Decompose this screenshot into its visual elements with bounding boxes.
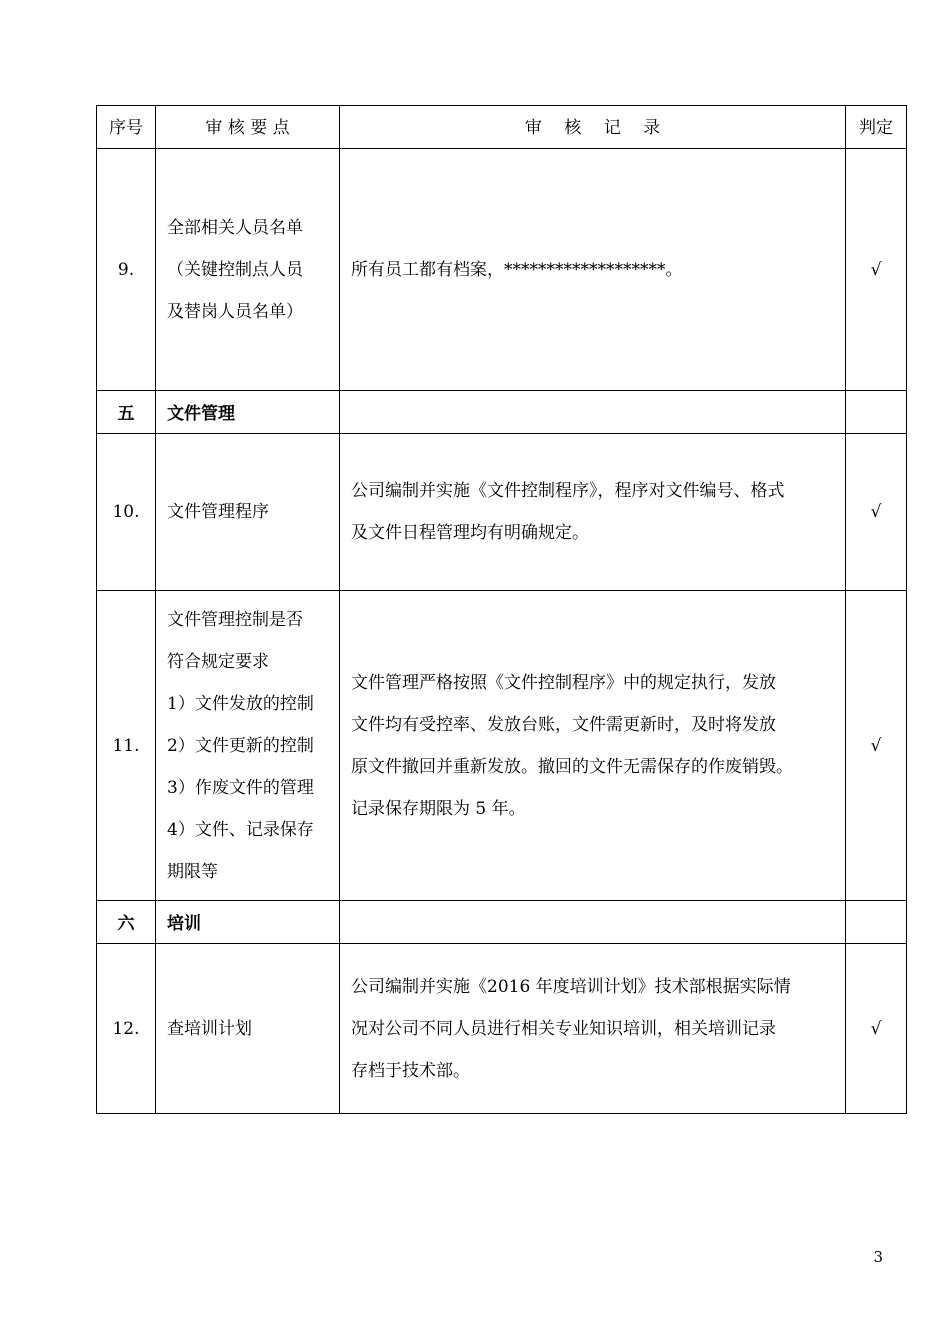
table-row (97, 944, 907, 1114)
audit-point-line: 2）文件更新的控制 (167, 735, 314, 756)
header-audit-record: 审 核 记 录 (340, 106, 846, 149)
audit-record-line: 公司编制并实施《2016 年度培训计划》技术部根据实际情 (351, 976, 791, 997)
audit-record-line: 记录保存期限为 5 年。 (351, 798, 526, 819)
header-audit-point: 审 核 要 点 (156, 106, 340, 149)
row-number: 9. (97, 149, 156, 391)
audit-record-line: 文件管理严格按照《文件控制程序》中的规定执行，发放 (351, 672, 776, 693)
table-row (97, 591, 907, 901)
table-row (97, 434, 907, 591)
audit-point-line: 3）作废文件的管理 (167, 777, 314, 798)
audit-point (156, 434, 340, 591)
audit-table (96, 105, 907, 1114)
row-number: 10. (97, 434, 156, 591)
audit-record-line: 文件均有受控率、发放台账，文件需更新时，及时将发放 (351, 714, 776, 735)
section-title: 培训 (156, 901, 340, 944)
section-row (97, 391, 907, 434)
header-no: 序号 (97, 106, 156, 149)
audit-point-line: 查培训计划 (167, 1018, 252, 1039)
section-empty-cell (340, 391, 846, 434)
judgement-check: √ (846, 944, 907, 1114)
section-row (97, 901, 907, 944)
audit-point-line: 文件管理程序 (167, 502, 269, 522)
judgement-check: √ (846, 434, 907, 591)
row-number: 12. (97, 944, 156, 1114)
audit-point (156, 944, 340, 1114)
audit-point-line: 文件管理控制是否 (167, 609, 303, 630)
page-number: 3 (873, 1248, 883, 1266)
audit-record (340, 944, 846, 1114)
audit-point-line: （关键控制点人员 (167, 259, 303, 280)
audit-point (156, 591, 340, 901)
audit-record-line: 存档于技术部。 (351, 1060, 470, 1081)
audit-record-line: 及文件日程管理均有明确规定。 (351, 523, 589, 543)
section-title: 文件管理 (156, 391, 340, 434)
header-judgement: 判定 (846, 106, 907, 149)
audit-point-line: 全部相关人员名单 (167, 217, 303, 238)
audit-point-line: 期限等 (167, 861, 218, 882)
audit-record-line: 原文件撤回并重新发放。撤回的文件无需保存的作废销毁。 (351, 756, 793, 777)
audit-record (340, 434, 846, 591)
audit-record-line: 况对公司不同人员进行相关专业知识培训，相关培训记录 (351, 1018, 776, 1039)
section-number: 六 (97, 901, 156, 944)
audit-record-line: 所有员工都有档案，*******************。 (351, 259, 683, 280)
audit-record (340, 149, 846, 391)
section-empty-cell (846, 901, 907, 944)
section-number: 五 (97, 391, 156, 434)
judgement-check: √ (846, 149, 907, 391)
table-header-row (97, 106, 907, 149)
table-row (97, 149, 907, 391)
audit-point-line: 及替岗人员名单） (167, 301, 303, 322)
section-empty-cell (340, 901, 846, 944)
audit-point-line: 4）文件、记录保存 (167, 819, 314, 840)
audit-record-line: 公司编制并实施《文件控制程序》，程序对文件编号、格式 (351, 481, 785, 501)
judgement-check: √ (846, 591, 907, 901)
audit-point (156, 149, 340, 391)
audit-record (340, 591, 846, 901)
row-number: 11. (97, 591, 156, 901)
audit-point-line: 符合规定要求 (167, 651, 269, 672)
section-empty-cell (846, 391, 907, 434)
audit-point-line: 1）文件发放的控制 (167, 693, 314, 714)
